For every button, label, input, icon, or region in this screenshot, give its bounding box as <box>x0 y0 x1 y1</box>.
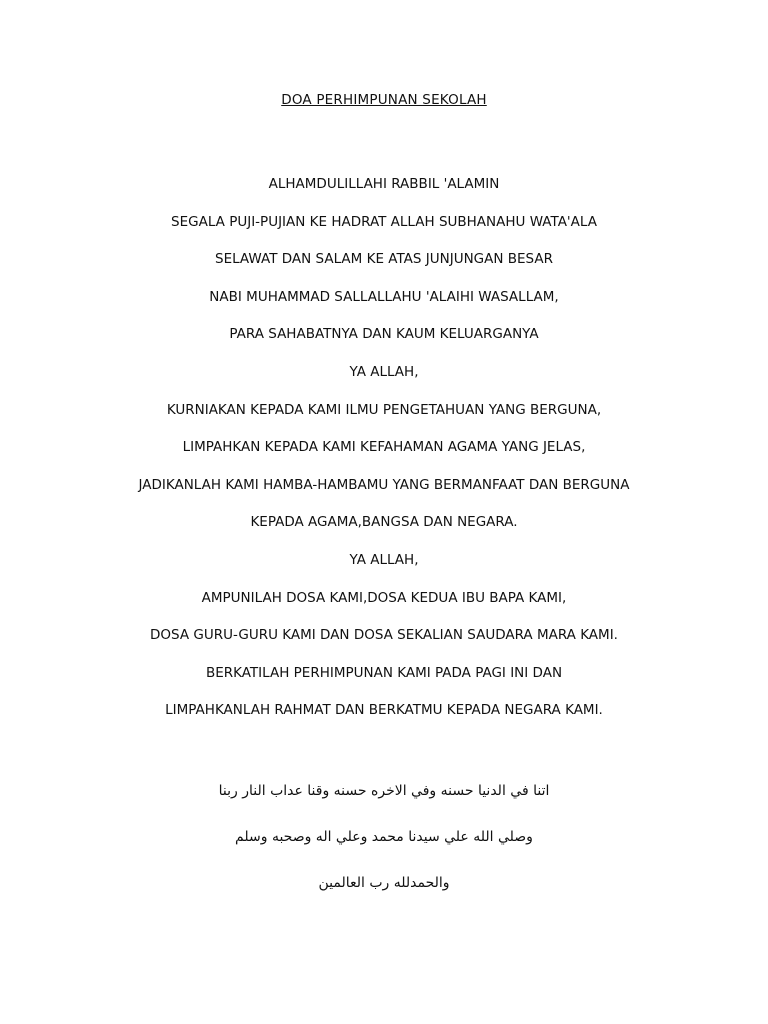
prayer-line: DOSA GURU-GURU KAMI DAN DOSA SEKALIAN SAUDARA MARA KAMI. <box>150 627 618 644</box>
prayer-line: LIMPAHKAN KEPADA KAMI KEFAHAMAN AGAMA YANG JELAS, <box>182 439 586 456</box>
prayer-line: BERKATILAH PERHIMPUNAN KAMI PADA PAGI INI DAN <box>205 664 563 681</box>
prayer-line: AMPUNILAH DOSA KAMI,DOSA KEDUA IBU BAPA KAMI, <box>201 589 567 606</box>
prayer-line: YA ALLAH, <box>349 551 419 568</box>
arabic-text <box>0 768 768 906</box>
prayer-line: ALHAMDULILLAHI RABBIL 'ALAMIN <box>268 176 500 192</box>
prayer-line: SELAWAT DAN SALAM KE ATAS JUNJUNGAN BESAR <box>215 251 553 268</box>
prayer-line: KURNIAKAN KEPADA KAMI ILMU PENGETAHUAN YANG BERGUNA, <box>166 401 602 418</box>
prayer-line: LIMPAHKANLAH RAHMAT DAN BERKATMU KEPADA NEGARA KAMI. <box>165 702 603 719</box>
prayer-line: YA ALLAH, <box>349 363 419 380</box>
arabic-line: وصلي الله علي سيدنا محمد وعلي اله وصحبه وسلم <box>235 829 533 845</box>
prayer-line: JADIKANLAH KAMI HAMBA-HAMBAMU YANG BERMANFAAT DAN BERGUNA <box>138 476 630 493</box>
arabic-line: اتنا في الدنيا حسنه وفي الاخره حسنه وقنا عداب النار ربنا <box>218 783 550 799</box>
arabic-line: والحمدلله رب العالمين <box>318 875 450 891</box>
prayer-line: PARA SAHABATNYA DAN KAUM KELUARGANYA <box>229 326 539 343</box>
prayer-line: NABI MUHAMMAD SALLALLAHU 'ALAIHI WASALLAM, <box>209 288 559 305</box>
prayer-line: SEGALA PUJI-PUJIAN KE HADRAT ALLAH SUBHANAHU WATA'ALA <box>171 213 597 230</box>
document-title: DOA PERHIMPUNAN SEKOLAH <box>281 92 487 108</box>
prayer-line: KEPADA AGAMA,BANGSA DAN NEGARA. <box>250 514 518 531</box>
prayer-text <box>0 166 768 730</box>
